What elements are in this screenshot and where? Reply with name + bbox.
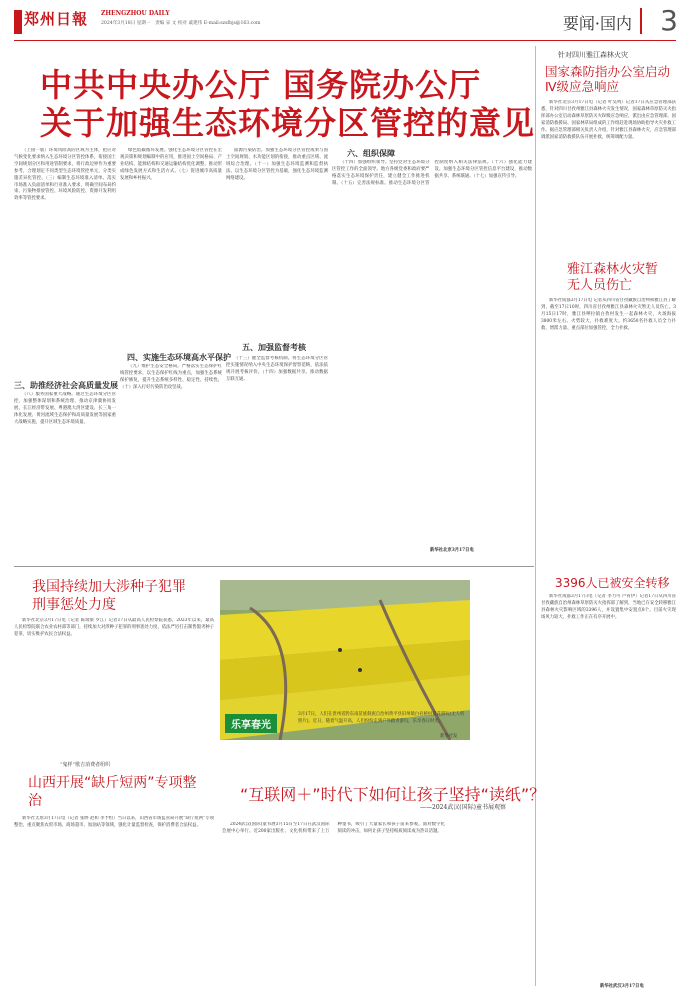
fire2-headline: 雅江森林火灾暂无人员伤亡 xyxy=(567,262,659,293)
seed-body: 新华社北京3月17日电（记者 陈瑞梁 罗江）记者17日从最高人民检察院获悉，2023年以来，最高人民检察院联合农业农村部等部门，持续加大对涉种子犯罪的刑事惩处力度，依法严厉打击制售假劣种子犯罪，切实维护农民合法权益。 xyxy=(14,618,214,637)
reading-byline: 新华社武汉3月17日电 xyxy=(600,984,644,989)
rescue-headline: 3396人已被安全转移 xyxy=(555,576,670,590)
lead-subhead-5: 五、加强监督考核 xyxy=(242,342,306,352)
lead-headline-2: 关于加强生态环境分区管控的意见 xyxy=(40,104,536,142)
lead-col-3b: （十三）健全监督考核机制。将生态环境分区管控实施情况纳入中央生态环境保护督察范畴，依法依规开展考核评价。（十四）加强数据共享。推动数据互联互通。 xyxy=(226,356,328,382)
lead-col-1: （上接一版）环境风险高的区域为主体，把应对气候变化要求纳入生态环境分区管控体系，衔接国土空间规划分区和用途管制要求，将行政边界作为重要参考，合理划定不同类型生态环境管控单元，分类实施差异化管控。（三）编制生态环境准入清单。落实市场准入负面清单和行业准入要求，明确空间布局约束、污染物排放管控、环境风险防控、资源开发利用效率等管控要求。 xyxy=(14,148,116,202)
page-header xyxy=(0,0,690,44)
shanxi-body: 新华社太原3月17日电（记者 张晔 赵和 李予恒）当日以来，山西省市场监管局开展“缺斤短两”专项整治，重点聚焦农贸市场、商场超市、加油站等领域，强化计量监督检查，保护消费者合法权益。 xyxy=(14,816,214,828)
photo-label: 乐享春光 xyxy=(225,714,277,733)
page-number: 3 xyxy=(660,4,678,37)
lead-headline-1: 中共中央办公厅 国务院办公厅 xyxy=(40,66,482,104)
photo-credit: 新华社发 xyxy=(440,734,458,739)
lead-col-2: 绿色低碳循环发展。强化生态环境分区管控在宏观决策和规划编制中的应用，推进国土空间格局、产业结构、能源结构和交通运输结构优化调整，推动形成绿色发展方式和生活方式。（七）促进城市高质量发展和乡村振兴。 xyxy=(120,148,222,181)
lead-col-3: 面源污染防治。加强生态环境分区管控成果与国土空间规划、水功能区划的衔接，推动重点区域、流域综合治理。（十一）加强生态环境监测和监督执法。以生态环境分区管控为基础，强化生态环境监测网络建设。 xyxy=(226,148,328,181)
header-info: 2024年3月18日 星期一 责编 宋 文 校对 戚建伟 E-mail:szsfbjs@163.com xyxy=(101,21,261,26)
reading-subtitle: ——2024武汉(国际)童书展观察 xyxy=(420,804,506,811)
lead-col-4: （十四）加强组织领导。坚持党对生态环境分区管控工作的全面领导。地方各级党委和政府要严格落实生态环境保护责任，建立健全工作推进机制。（十五）完善法规标准。推动生态环境分区管控制度纳入相关法律法规。（十六）强化能力建设。加强生态环境分区管控信息平台建设，推动数据共享、系统联通。（十七）加强宣传引导。 xyxy=(332,160,532,186)
photo-caption: 3月17日，人们在贵州省黔东南苗族侗族自治州黄平县旧州镇白岩桥村赏花游玩(无人机照片)。近日，随着气温升高，人们纷纷走到户外踏青游玩，乐享春日时光。 xyxy=(298,712,465,724)
fire2-body: 新华社成都3月17日电 记者从四川省甘孜藏族自治州和雅江县了解到，截至17日10时，四川省甘孜州雅江县森林火灾暂无人员伤亡。3月15日17时，雅江县呷拉镇白孜村发生一起森林火灾，火场海拔3800米左右。火势较大，扑救难度大。约3650名扑救人员全力扑救，增派力量、重点部位加强管控，全力扑救。 xyxy=(541,298,676,331)
shanxi-headline: 山西开展“缺斤短两”专项整治 xyxy=(28,775,197,809)
fire-headline: 国家森防指办公室启动Ⅳ级应急响应 xyxy=(545,64,671,94)
section-divider xyxy=(640,8,642,34)
newspaper-logo: 郑州日報 xyxy=(24,10,89,28)
lead-subhead-4: 四、实施生态环境高水平保护 xyxy=(127,352,231,362)
lead-subhead-3: 三、助推经济社会高质量发展 xyxy=(14,380,118,390)
fire-body: 新华社北京3月17日电（记者 叶昊鸣）记者17日从应急管理部获悉，针对四川甘孜州雅江县森林火灾发生情况，国家森林草原防灭火指挥部办公室启动森林草原防灭火Ⅳ级应急响应，派出由应急管理部、国家消防救援局、国家林草局组成的工作组赶赴现场协助指导火灾扑救工作。据应急管理部相关负责人介绍，针对雅江县森林火灾，应急管理部调派国家消防救援队伍开展扑救，统筹调配力量。 xyxy=(541,100,676,140)
header-accent-bar xyxy=(14,10,22,34)
reading-body: 2024武汉(国际)童书展3月15日至17日在武汉国际会展中心举行。近200家出版社、文化机构带来了上万种童书，吸引了大量家长和孩子前来参观。面对数字化阅读的冲击，如何让孩子坚持纸质阅读成为热议话题。 xyxy=(222,822,445,834)
header-rule xyxy=(14,40,676,41)
lead-byline: 新华社北京3月17日电 xyxy=(430,548,474,553)
rescue-body: 新华社成都3月17日电（记者 李力可 卢宥伊）记者17日从四川省甘孜藏族自治州森林草原防灭火指挥部了解到，当地已在安全转移雅江县森林火灾影响区域的3396人，并设置集中安置点8个。目前火灾现场风力较大，扑救工作正在有序开展中。 xyxy=(541,594,676,620)
shanxi-kicker: “鬼样”歌吉消费者组织 xyxy=(60,762,111,768)
section-rule xyxy=(14,566,534,567)
seed-headline: 我国持续加大涉种子犯罪刑事惩处力度 xyxy=(32,579,186,613)
section-title: 要闻·国内 xyxy=(562,14,632,33)
fire-kicker: 针对四川雅江森林火灾 xyxy=(558,51,628,59)
lead-col-1b: （八）服务国家重大战略。通过生态环境分区管控，加强整体谋划和系统治理，推动京津冀协同发展、长江经济带发展、粤港澳大湾区建设、长三角一体化发展、黄河流域生态保护和高质量发展等国家重大战略实施，提升区域生态环境质量。 xyxy=(14,392,116,425)
lead-col-2b: （九）维护生态安全格局。严格落实生态保护红线管控要求，以生态保护红线为重点，加强生态系统保护修复，提升生态系统多样性、稳定性、持续性。（十）深入打好污染防治攻坚战。 xyxy=(120,364,222,390)
reading-headline: “互联网＋”时代下如何让孩子坚持“读纸”？ xyxy=(240,785,546,804)
newspaper-logo-en: ZHENGZHOU DAILY xyxy=(101,10,170,17)
lead-subhead-6: 六、组织保障 xyxy=(347,148,395,158)
